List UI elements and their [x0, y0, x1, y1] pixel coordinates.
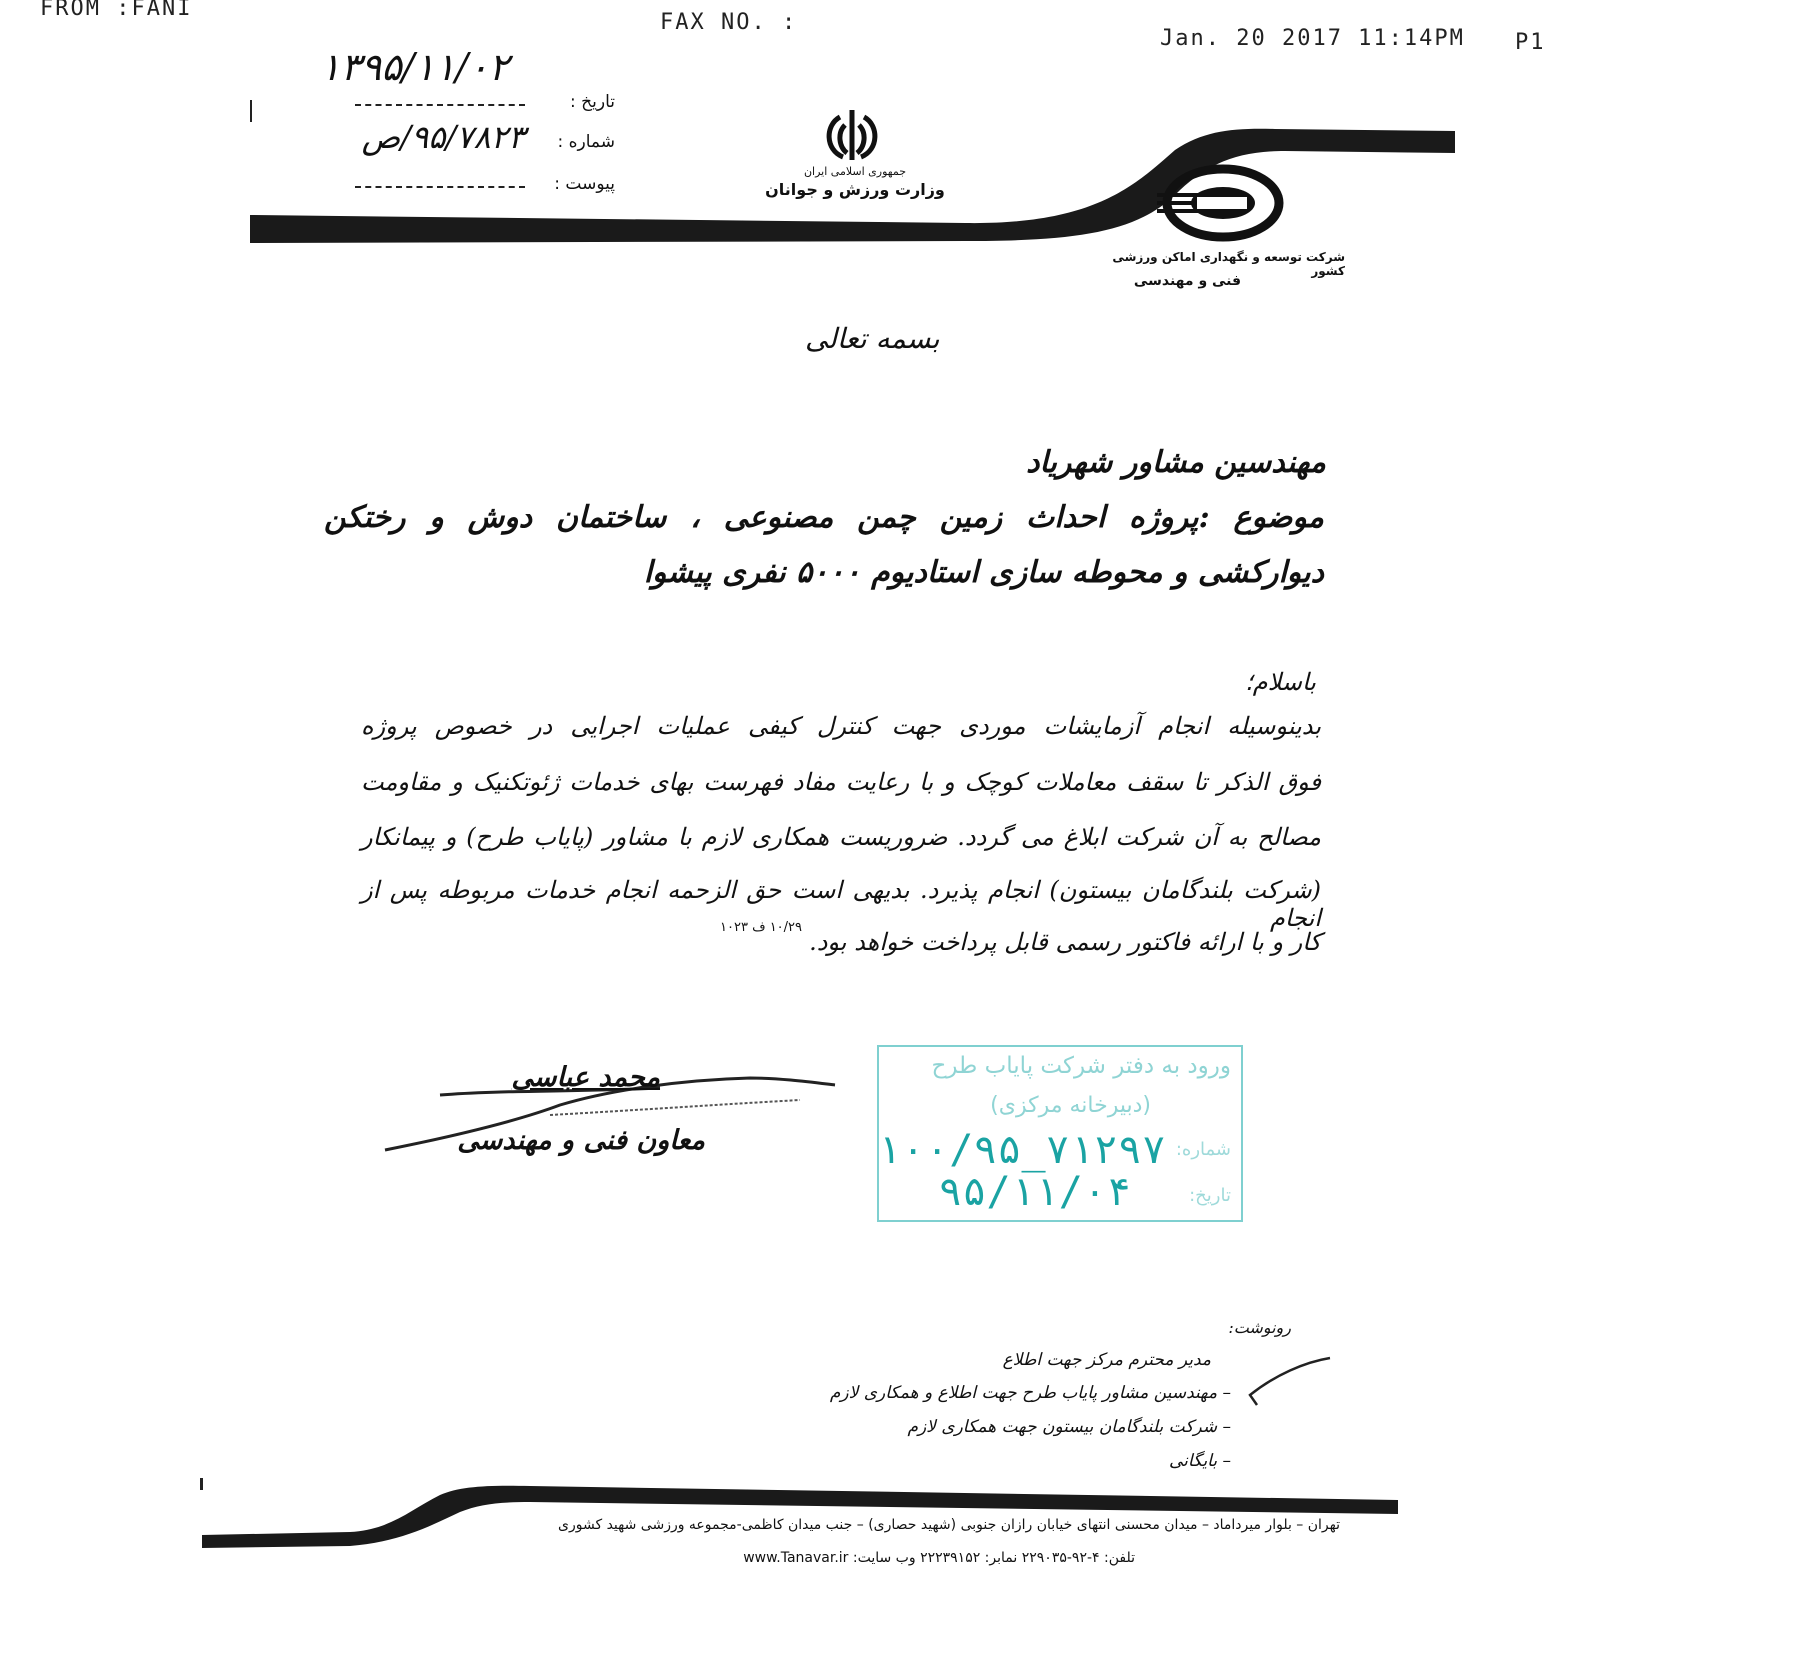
- fax-datetime: Jan. 20 2017 11:14PM: [1160, 26, 1465, 51]
- body-line-3: مصالح به آن شرکت ابلاغ می گردد. ضروریست همکاری لازم با مشاور (پایاب طرح) و پیمانکار: [361, 823, 1321, 851]
- cc-bracket-mark: [1245, 1350, 1335, 1410]
- stamp-number-value: ۱۰۰/۹۵_۷۱۲۹۷: [877, 1127, 1166, 1173]
- number-row: [345, 118, 615, 162]
- signatory-title: معاون فنی و مهندسی: [457, 1125, 705, 1156]
- body-line-4: (شرکت بلندگامان بیستون) انجام پذیرد. بدیهی است حق الزحمه انجام خدمات مربوطه پس از انجام: [361, 876, 1321, 932]
- ministry-name: وزارت ورزش و جوانان: [765, 180, 945, 199]
- attachment-row: [345, 170, 615, 204]
- fax-from: FROM :FANI: [40, 0, 193, 21]
- footer-contact: تلفن: ۴-۹۲-۲۲۹۰۳۵ نمابر: ۲۲۲۳۹۱۵۲ وب سایت: www.Tanavar.ir: [743, 1550, 1135, 1566]
- attachment-label: پیوست :: [554, 174, 615, 194]
- number-value: ۹۵/۷۸۲۳/ص: [361, 118, 525, 156]
- cc-heading: رونوشت:: [1228, 1318, 1291, 1337]
- footer-address: تهران – بلوار میرداماد – میدان محسنی انتهای خیابان رازان جنوبی (شهید حصاری) – جنب میدان کاظمی-مجموعه ورزشی شهید کشوری: [558, 1517, 1340, 1533]
- footer-band: [200, 1480, 1400, 1550]
- fax-number-label: FAX NO. :: [660, 10, 798, 35]
- stamp-subtitle: (دبیرخانه مرکزی): [990, 1093, 1151, 1118]
- stamp-number-label: شماره:: [1175, 1139, 1231, 1160]
- greeting: باسلام؛: [1245, 668, 1316, 696]
- department-name: فنی و مهندسی: [1133, 273, 1242, 289]
- body-line-1: بدینوسیله انجام آزمایشات موردی جهت کنترل کیفی عملیات اجرایی در خصوص پروژه: [361, 712, 1321, 740]
- number-label: شماره :: [557, 132, 615, 152]
- date-value: ۱۳۹۵/۱۱/۰۲: [320, 45, 509, 89]
- stamp-date-label: تاریخ:: [1189, 1185, 1231, 1206]
- date-label: تاریخ :: [570, 92, 615, 112]
- fax-page: P1: [1515, 30, 1546, 55]
- country-name: جمهوری اسلامی ایران: [803, 165, 907, 178]
- cc-item-4: – بایگانی: [1168, 1451, 1231, 1471]
- stamp-date-value: ۹۵/۱۱/۰۴: [938, 1169, 1131, 1215]
- date-row: [345, 88, 615, 122]
- reference-note: ۱۰/۲۹ ف ۱۰۲۳: [720, 920, 802, 935]
- company-logo-icon: [1155, 163, 1285, 243]
- recipient: مهندسین مشاور شهریاد: [1026, 445, 1326, 480]
- body-line-2: فوق الذکر تا سقف معاملات کوچک و با رعایت مفاد فهرست بهای خدمات ژئوتکنیک و مقاومت: [361, 768, 1321, 796]
- stamp-title: ورود به دفتر شرکت پایاب طرح: [931, 1053, 1231, 1079]
- signatory-name: محمد عباسی: [511, 1062, 660, 1093]
- cc-item-1: مدیر محترم مرکز جهت اطلاع: [1002, 1350, 1211, 1370]
- company-name: شرکت توسعه و نگهداری اماکن ورزشی کشور: [1112, 250, 1345, 278]
- received-stamp: [877, 1045, 1243, 1222]
- body-line-5: کار و با ارائه فاکتور رسمی قابل پرداخت خواهد بود.: [809, 928, 1321, 956]
- subject-line-1: موضوع :پروژه احداث زمین چمن مصنوعی ، ساختمان دوش و رختکن: [324, 500, 1324, 535]
- invocation: بسمه تعالی: [805, 322, 940, 355]
- cc-item-3: – شرکت بلندگامان بیستون جهت همکاری لازم: [907, 1417, 1231, 1437]
- iran-emblem-icon: [815, 105, 890, 165]
- cc-item-2: – مهندسین مشاور پایاب طرح جهت اطلاع و همکاری لازم: [829, 1383, 1231, 1403]
- margin-mark: [250, 100, 252, 122]
- subject-line-2: دیوارکشی و محوطه سازی استادیوم ۵۰۰۰ نفری پیشوا: [643, 555, 1324, 590]
